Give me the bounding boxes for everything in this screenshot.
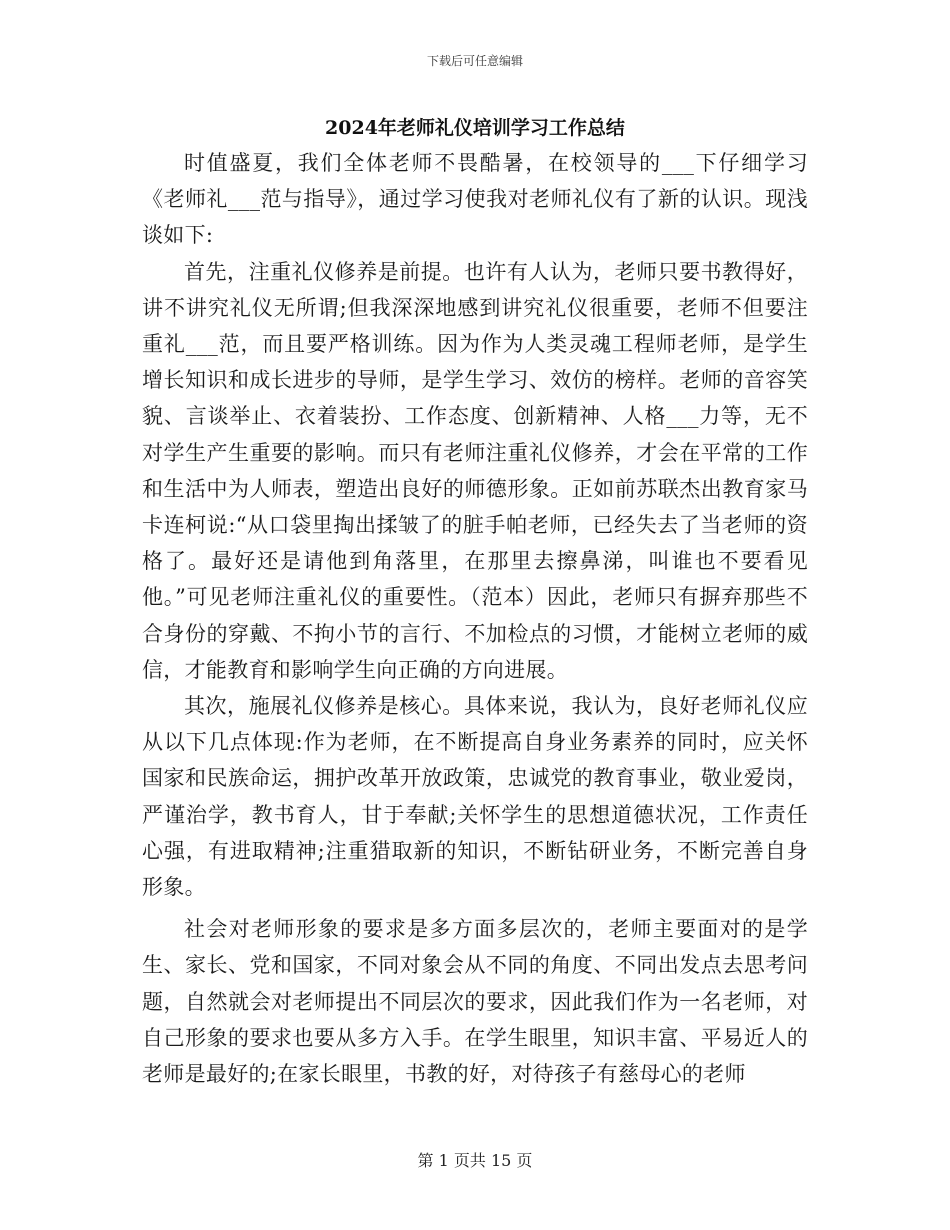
paragraph-social-expectations: 社会对老师形象的要求是多方面多层次的，老师主要面对的是学生、家长、党和国家，不同对象会从不同的角度、不同出发点去思考问题，自然就会对老师提出不同层次的要求，因此我们作为一名老师，对自己形象的要求也要从多方入手。在学生眼里，知识丰富、平易近人的老师是最好的;在家长眼里，书教的好，对待孩子有慈母心的老师 xyxy=(142,917,808,1087)
header-note: 下载后可任意编辑 xyxy=(426,54,523,68)
paragraph-intro: 时值盛夏，我们全体老师不畏酷暑，在校领导的___下仔细学习《老师礼___范与指导》，通过学习使我对老师礼仪有了新的认识。现浅谈如下: xyxy=(142,151,808,248)
paragraph-second-point: 其次，施展礼仪修养是核心。具体来说，我认为，良好老师礼仪应从以下几点体现:作为老师，在不断提高自身业务素养的同时，应关怀国家和民族命运，拥护改革开放政策，忠诚党的教育事业，敬业爱岗，严谨治学，教书育人，甘于奉献;关怀学生的思想道德状况，工作责任心强，有进取精神;注重猎取新的知识，不断钻研业务，不断完善自身形象。 xyxy=(142,694,808,900)
paragraph-first-point: 首先，注重礼仪修养是前提。也许有人认为，老师只要书教得好，讲不讲究礼仪无所谓;但我深深地感到讲究礼仪很重要，老师不但要注重礼___范，而且要严格训练。因为作为人类灵魂工程师老师，是学生增长知识和成长进步的导师，是学生学习、效仿的榜样。老师的音容笑貌、言谈举止、衣着装扮、工作态度、创新精神、人格___力等，无不对学生产生重要的影响。而只有老师注重礼仪修养，才会在平常的工作和生活中为人师表，塑造出良好的师德形象。正如前苏联杰出教育家马卡连柯说:“从口袋里掏出揉皱了的脏手帕老师，已经失去了当老师的资格了。最好还是请他到角落里，在那里去擦鼻涕，叫谁也不要看见他。”可见老师注重礼仪的重要性。（范本）因此，老师只有摒弃那些不合身份的穿戴、不拘小节的言行、不加检点的习惯，才能树立老师的威信，才能教育和影响学生向正确的方向进展。 xyxy=(142,259,808,682)
document-title: 2024年老师礼仪培训学习工作总结 xyxy=(325,117,625,139)
document-body xyxy=(142,145,808,1092)
page-number: 第 1 页共 15 页 xyxy=(417,1151,533,1170)
